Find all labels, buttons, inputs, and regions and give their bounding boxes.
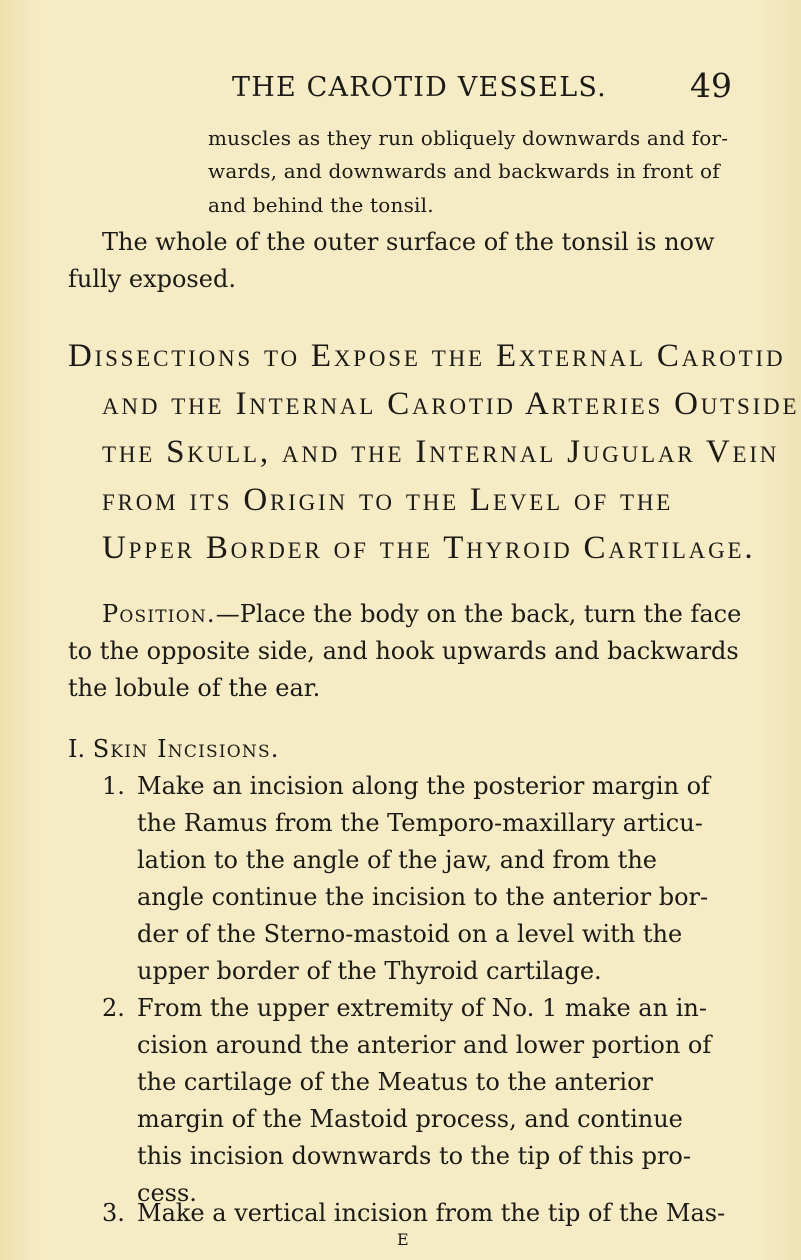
step-line: der of the Sterno-mastoid on a level with the xyxy=(137,920,683,948)
step-line: upper border of the Thyroid cartilage. xyxy=(137,957,602,985)
step-line: the cartilage of the Meatus to the anterior xyxy=(137,1068,654,1096)
continuation-line: wards, and downwards and backwards in front of xyxy=(208,159,720,183)
page-number: 49 xyxy=(690,66,732,105)
step-line: Make an incision along the posterior margin of xyxy=(137,772,710,800)
position-text: —Place the body on the back, turn the face xyxy=(215,600,742,628)
step-number: 2. xyxy=(102,994,125,1022)
step-line: From the upper extremity of No. 1 make an in- xyxy=(137,994,707,1022)
subsection-title: Skin Incisions. xyxy=(92,735,280,763)
continuation-line: muscles as they run obliquely downwards and for- xyxy=(208,126,729,150)
section-heading-line: from its Origin to the Level of the xyxy=(102,482,674,518)
step-number: 3. xyxy=(102,1199,125,1227)
step-line: margin of the Mastoid process, and continue xyxy=(137,1105,683,1133)
section-heading-line: Dissections to Expose the External Carotid xyxy=(68,338,786,374)
section-heading-line: and the Internal Carotid Arteries Outside xyxy=(102,386,800,422)
step-line: angle continue the incision to the anterior bor- xyxy=(137,883,709,911)
continuation-line: and behind the tonsil. xyxy=(208,193,434,217)
signature-mark: E xyxy=(397,1230,409,1249)
paragraph-line: The whole of the outer surface of the tonsil is now xyxy=(102,228,715,256)
running-head: THE CAROTID VESSELS. xyxy=(232,72,607,103)
subsection-heading xyxy=(68,735,280,763)
position-line: to the opposite side, and hook upwards and backwards xyxy=(68,637,739,665)
position-first-line xyxy=(102,600,741,628)
step-line: cision around the anterior and lower portion of xyxy=(137,1031,712,1059)
step-number: 1. xyxy=(102,772,125,800)
section-heading-line: the Skull, and the Internal Jugular Vein xyxy=(102,434,780,470)
step-line: lation to the angle of the jaw, and from the xyxy=(137,846,657,874)
section-heading-line: Upper Border of the Thyroid Cartilage. xyxy=(102,530,756,566)
step-line: the Ramus from the Temporo-maxillary articu- xyxy=(137,809,703,837)
subsection-numeral: I. xyxy=(68,735,86,763)
step-line: cess. xyxy=(137,1179,197,1207)
position-line: the lobule of the ear. xyxy=(68,674,321,702)
step-line: Make a vertical incision from the tip of the Mas- xyxy=(137,1199,726,1227)
paragraph-line: fully exposed. xyxy=(68,265,236,293)
position-label: Position. xyxy=(102,600,216,628)
step-line: this incision downwards to the tip of this pro- xyxy=(137,1142,691,1170)
